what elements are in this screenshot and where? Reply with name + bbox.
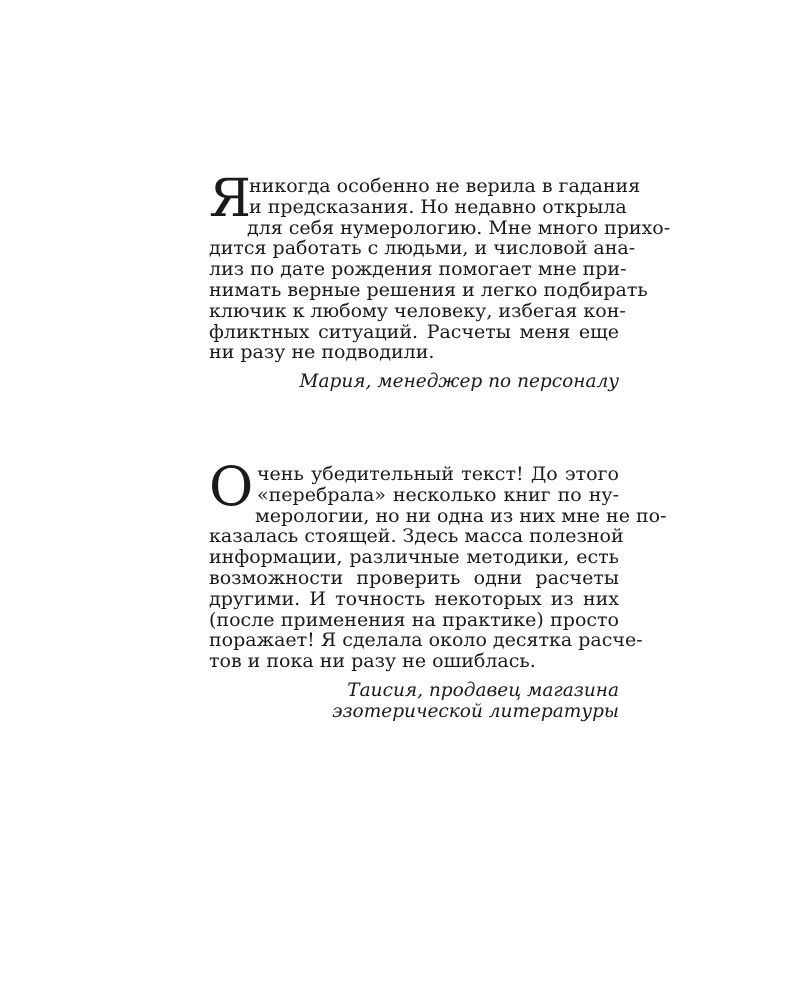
paragraph-line: и предсказания. Но недавно открыла: [249, 195, 627, 218]
paragraph-line: поражает! Я сделала около десятка расче-: [209, 629, 643, 652]
signature: Мария, менеджер по персоналу: [299, 371, 619, 393]
paragraph-line: возможности проверить одни расчеты: [209, 566, 619, 589]
paragraph-line: информации, различные методики, есть: [209, 546, 619, 569]
testimonial-taisiya: [209, 455, 667, 722]
paragraph-line: «перебрала» несколько книг по ну-: [257, 483, 619, 506]
paragraph-line: чень убедительный текст! До этого: [257, 463, 619, 485]
paragraph-line: (после применения на практике) просто: [209, 608, 619, 631]
paragraph-line: дится работать с людьми, и числовой ана-: [209, 237, 636, 260]
paragraph-line: тов и пока ни разу не ошиблась.: [209, 650, 536, 673]
paragraph-line: для себя нумерологию. Мне много прихо-: [247, 216, 671, 239]
paragraph-line: казалась стоящей. Здесь масса полезной: [209, 525, 624, 548]
paragraph-line: другими. И точность некоторых из них: [209, 587, 619, 610]
testimonial-maria: [209, 169, 671, 393]
signature: Таисия, продавец магазина: [347, 679, 619, 701]
paragraph-line: фликтных ситуаций. Расчеты меня еще: [209, 320, 619, 343]
paragraph-line: никогда особенно не верила в гадания: [249, 175, 641, 197]
drop-cap: О: [209, 455, 254, 518]
paragraph-line: нимать верные решения и легко подбирать: [209, 278, 648, 301]
drop-cap: Я: [209, 169, 251, 229]
paragraph-line: мерологии, но ни одна из них мне не по-: [255, 504, 667, 527]
paragraph-line: ключик к любому человеку, избегая кон-: [209, 299, 626, 322]
paragraph-line: ни разу не подводили.: [209, 341, 435, 364]
signature: эзотерической литературы: [332, 700, 619, 722]
paragraph-line: лиз по дате рождения помогает мне при-: [209, 258, 627, 281]
